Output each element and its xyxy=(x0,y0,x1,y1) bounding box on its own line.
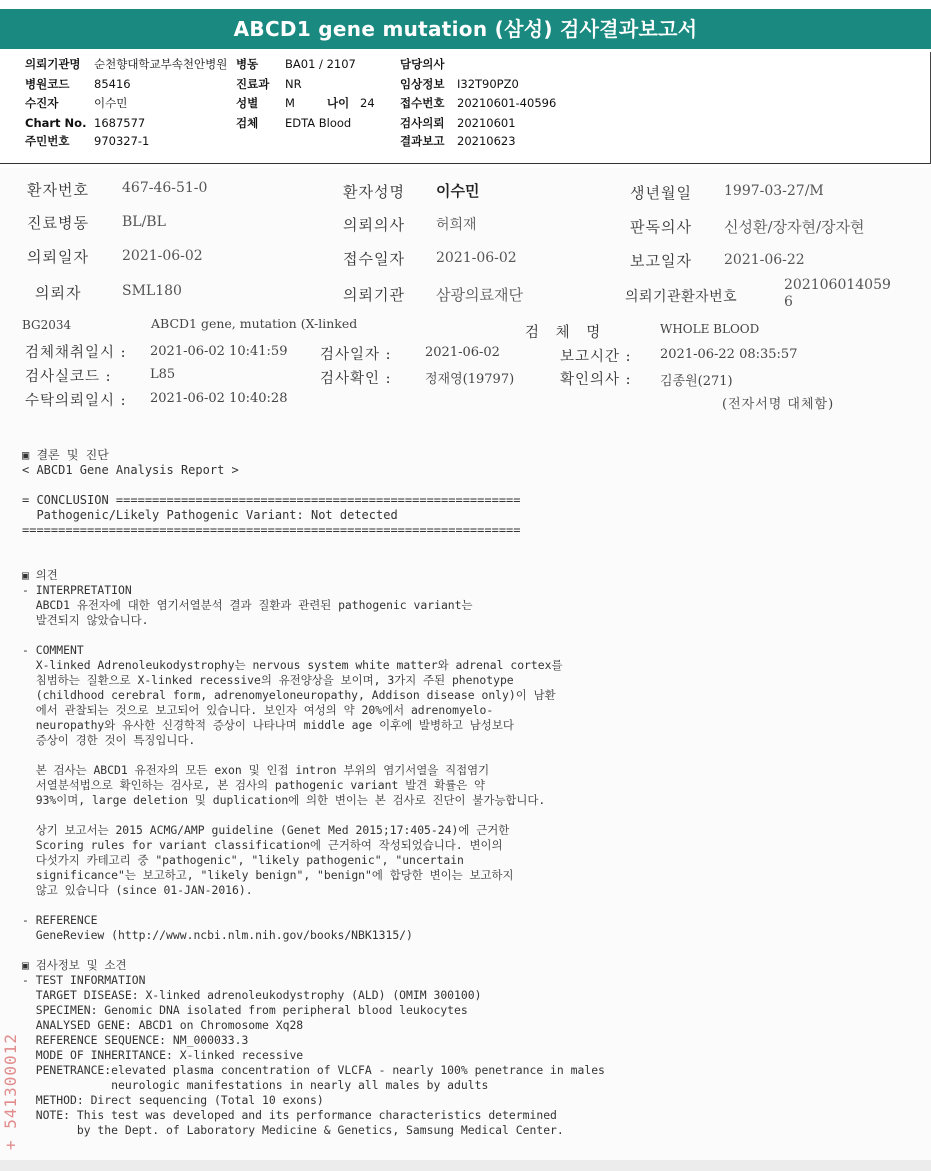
req-org-value: 삼광의료재단 xyxy=(436,286,523,304)
dob-label: 생년월일 xyxy=(630,184,692,202)
hospital-name-value: 순천향대학교부속천안병원 xyxy=(94,57,228,71)
conclusion-section: ▣ 결론 및 진단 < ABCD1 Gene Analysis Report > = CONCLUSION ======================================================== Pathogenic/Likely Pathogenic Variant: Not detected ===================================================================== xyxy=(22,448,521,537)
consign-label: 수탁의뢰일시 : xyxy=(25,393,127,409)
collect-label: 검체채취일시 : xyxy=(25,345,127,361)
ward-label-2: 진료병동 xyxy=(27,214,89,232)
result-report-value: 20210623 xyxy=(457,134,516,148)
resident-no-label: 주민번호 xyxy=(25,134,70,148)
examinee-value: 이수민 xyxy=(94,96,128,110)
test-confirm-value: 정재영(19797) xyxy=(425,372,515,387)
e-signature-note: (전자서명 대체함) xyxy=(722,397,835,412)
accession-label: 접수번호 xyxy=(400,96,445,110)
req-org-pid-value-1: 202106014059 xyxy=(784,277,891,293)
lab-code-label: 검사실코드 : xyxy=(25,369,112,385)
hospital-name-label: 의뢰기관명 xyxy=(25,57,81,71)
ward-value: BA01 / 2107 xyxy=(285,57,356,71)
consign-value: 2021-06-02 10:40:28 xyxy=(150,391,288,406)
patient-name-label: 환자성명 xyxy=(343,183,405,201)
req-org-pid-value-2: 6 xyxy=(784,294,793,310)
specimen-value: EDTA Blood xyxy=(285,116,352,130)
chart-no-label: Chart No. xyxy=(25,116,87,130)
test-date-value: 2021-06-02 xyxy=(425,345,500,360)
confirm-doctor-value: 김종원(271) xyxy=(660,374,733,389)
req-org-label: 의뢰기관 xyxy=(343,286,405,304)
reg-no-label: 환자번호 xyxy=(27,181,89,199)
resident-no-value: 970327-1 xyxy=(94,134,150,148)
ward-value-2: BL/BL xyxy=(122,214,166,230)
opinion-section: ▣ 의견 - INTERPRETATION ABCD1 유전자에 대한 염기서열분석 결과 질환과 관련된 pathogenic variant는 발견되지 않았습니다. - COMMENT X-linked Adrenoleukodystrophy는 nervous system white matter와 adrenal cortex를 침범하는 질환으로 X-linked recessive의 유전양상을 보이며, 3가지 주된 phenotype (childhood cerebral form, adrenomyeloneuropathy, Addison disease only)이 남환 에서 관찰되는 것으로 보고되어 있습니다. 보인자 여성의 약 20%에서 adrenomyelo- neuropathy와 유사한 신경학적 증상이 나타나며 middle age 이후에 발병하고 남성보다 증상이 경한 것이 특징입니다. 본 검사는 ABCD1 유전자의 모든 exon 및 인접 intron 부위의 염기서열을 직접염기 서열분석법으로 확인하는 검사로, 본 검사의 pathogenic variant 발견 확률은 약 93%이며, large deletion 및 duplication에 의한 변이는 본 검사로 진단이 불가능합니다. 상기 보고서는 2015 ACMG/AMP guideline (Genet Med 2015;17:405-24)에 근거한 Scoring rules for variant classification에 근거하여 작성되었습니다. 변이의 다섯가지 카테고리 중 "pathogenic", "likely pathogenic", "uncertain significance"는 보고하고, "likely benign", "benign"에 합당한 변이는 보고하지 않고 있습니다 (since 01-JAN-2016). - REFERENCE GeneReview (http://www.ncbi.nlm.nih.gov/books/NBK1315/) xyxy=(22,568,563,942)
report-title: ABCD1 gene mutation (삼성) 검사결과보고서 xyxy=(0,9,931,49)
dob-value: 1997-03-27/M xyxy=(724,183,824,199)
clinical-info-value: I32T90PZ0 xyxy=(457,77,519,91)
clinical-info-label: 임상정보 xyxy=(400,77,445,91)
specimen-name-label: 검 체 명 xyxy=(525,325,607,341)
report-date-label: 보고일자 xyxy=(630,252,692,270)
hospital-code-value: 85416 xyxy=(94,77,131,91)
ward-label: 병동 xyxy=(236,57,259,71)
attending-label: 담당의사 xyxy=(400,57,445,71)
recv-date-value: 2021-06-02 xyxy=(436,250,517,266)
test-confirm-label: 검사확인 : xyxy=(320,371,392,387)
req-doctor-value: 허희재 xyxy=(436,217,477,233)
side-document-number: + 541300012 xyxy=(1,1033,20,1150)
test-date-label: 검사일자 : xyxy=(320,347,392,363)
read-doctor-value: 신성환/장자현/장자현 xyxy=(724,218,865,236)
confirm-doctor-label: 확인의사 : xyxy=(560,372,632,388)
patient-name-value: 이수민 xyxy=(436,182,480,200)
test-code: BG2034 xyxy=(22,318,72,332)
requester-value: SML180 xyxy=(122,283,182,299)
req-org-pid-label: 의뢰기관환자번호 xyxy=(625,289,738,305)
requester-label: 의뢰자 xyxy=(35,284,82,302)
report-time-label: 보고시간 : xyxy=(560,349,632,365)
examinee-label: 수진자 xyxy=(25,96,59,110)
req-date-value: 2021-06-02 xyxy=(122,248,203,264)
sex-value: M xyxy=(285,96,295,110)
req-doctor-label: 의뢰의사 xyxy=(343,216,405,234)
read-doctor-label: 판독의사 xyxy=(630,218,692,236)
report-time-value: 2021-06-22 08:35:57 xyxy=(660,347,798,362)
test-information-section: ▣ 검사정보 및 소견 - TEST INFORMATION TARGET DISEASE: X-linked adrenoleukodystrophy (ALD) (OMIM 300100) SPECIMEN: Genomic DNA isolated from peripheral blood leukocytes ANALYSED GENE: ABCD1 on Chromosome Xq28 REFERENCE SEQUENCE: NM_000033.3 MODE OF INHERITANCE: X-linked recessive PENETRANCE:elevated plasma concentration of VLCFA - nearly 100% penetrance in males neurologic manifestations in nearly all males by adults METHOD: Direct sequencing (Total 10 exons) NOTE: This test was developed and its performance characteristics determined by the Dept. of Laboratory Medicine & Genetics, Samsung Medical Center. xyxy=(22,958,605,1137)
req-date-label: 의뢰일자 xyxy=(27,248,89,266)
age-label: 나이 xyxy=(327,96,350,110)
accession-value: 20210601-40596 xyxy=(457,96,557,110)
collect-value: 2021-06-02 10:41:59 xyxy=(150,344,288,359)
test-request-value: 20210601 xyxy=(457,116,516,130)
header-divider xyxy=(0,163,931,164)
specimen-name-value: WHOLE BLOOD xyxy=(660,322,760,336)
report-date-value: 2021-06-22 xyxy=(724,252,805,268)
reg-no-value: 467-46-51-0 xyxy=(122,180,208,196)
recv-date-label: 접수일자 xyxy=(343,250,405,268)
department-label: 진료과 xyxy=(236,77,270,91)
lab-code-value: L85 xyxy=(150,367,176,382)
chart-no-value: 1687577 xyxy=(94,116,146,130)
test-name: ABCD1 gene, mutation (X-linked xyxy=(151,316,358,331)
page-bottom-edge xyxy=(0,1160,931,1171)
result-report-label: 결과보고 xyxy=(400,134,445,148)
age-value: 24 xyxy=(360,96,375,110)
department-value: NR xyxy=(285,77,302,91)
specimen-label: 검체 xyxy=(236,116,259,130)
sex-label: 성별 xyxy=(236,96,259,110)
hospital-code-label: 병원코드 xyxy=(25,77,70,91)
test-request-label: 검사의뢰 xyxy=(400,116,445,130)
